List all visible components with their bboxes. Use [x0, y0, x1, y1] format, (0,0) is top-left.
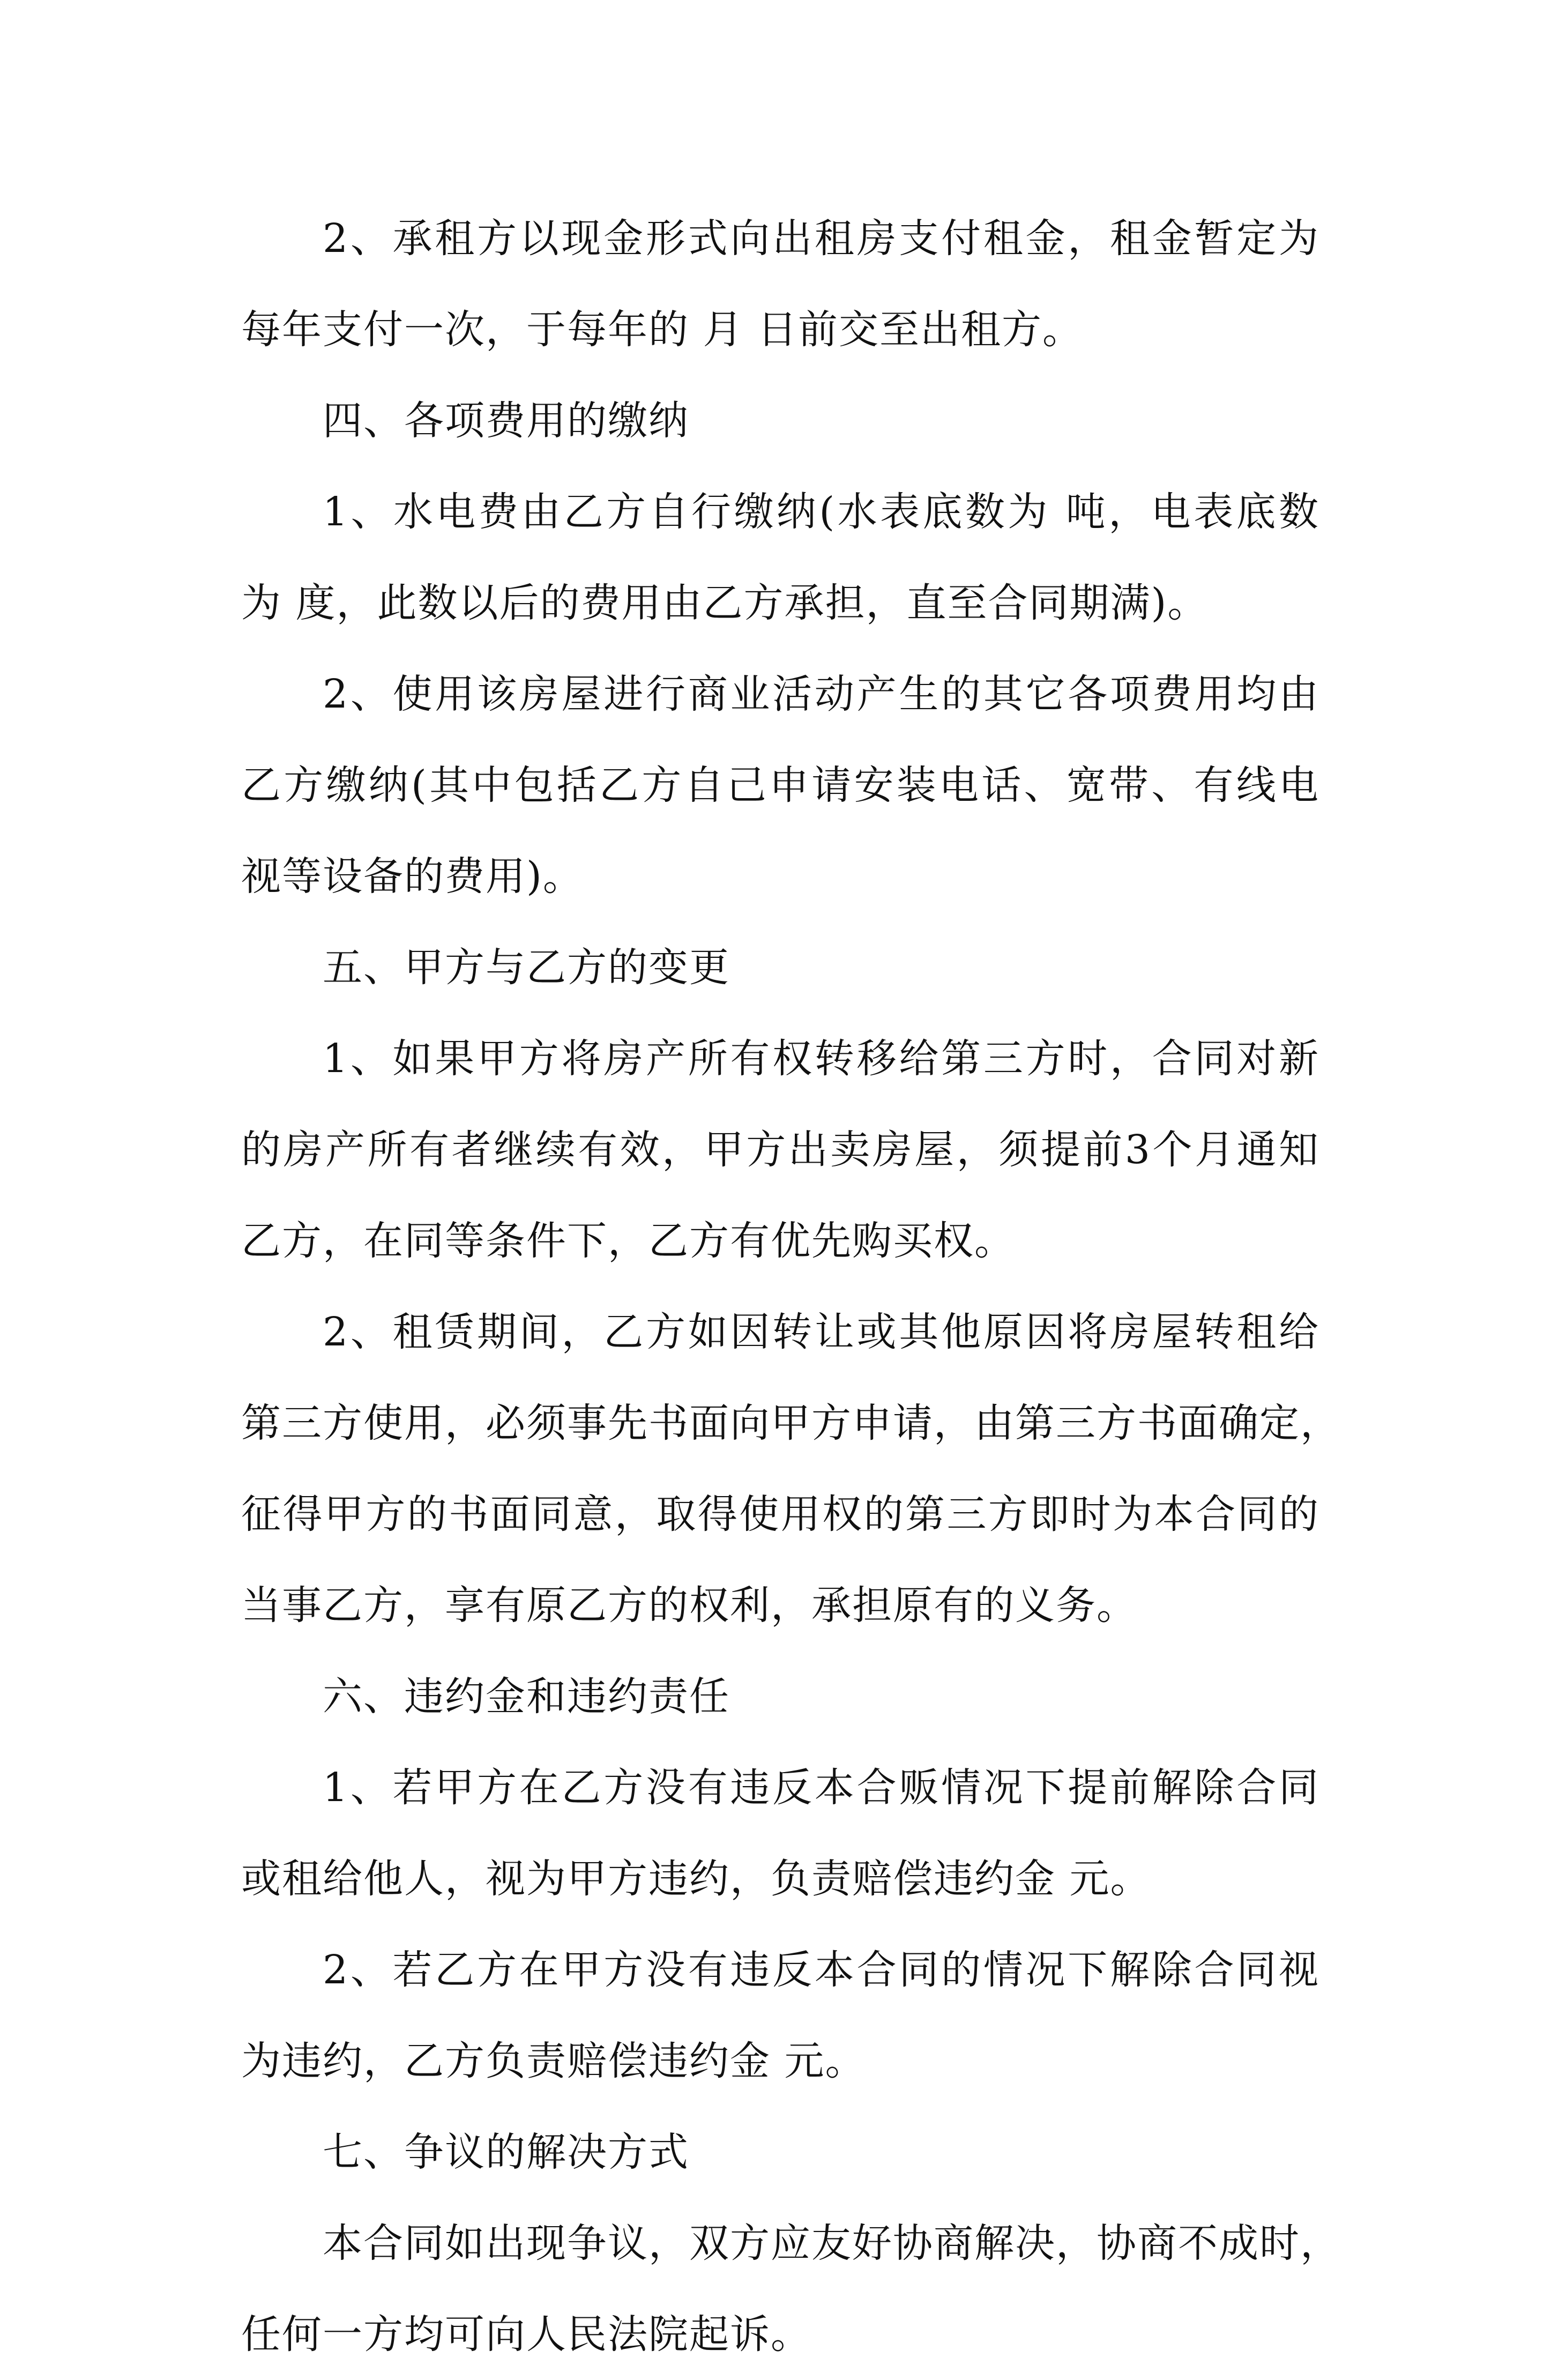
text-line: 1、水电费由乙方自行缴纳(水表底数为 吨，电表底数: [323, 489, 1319, 535]
text-line: 或租给他人，视为甲方违约，负责赔偿违约金 元。: [241, 1856, 1151, 1902]
text-line: 征得甲方的书面同意，取得使用权的第三方即时为本合同的: [241, 1491, 1319, 1537]
text-line: 2、租赁期间，乙方如因转让或其他原因将房屋转租给: [323, 1309, 1319, 1355]
text-line: 1、若甲方在乙方没有违反本合贩情况下提前解除合同: [323, 1765, 1319, 1811]
section-heading-disputes: [241, 2107, 1319, 2198]
text-line: 为违约，乙方负责赔偿违约金 元。: [241, 2038, 866, 2084]
text-line: 乙方缴纳(其中包括乙方自己申请安装电话、宽带、有线电: [241, 762, 1319, 808]
text-line: 任何一方均可向人民法院起诉。: [241, 2311, 811, 2357]
text-line: 乙方，在同等条件下，乙方有优先购买权。: [241, 1218, 1015, 1264]
section-heading: 六、违约金和违约责任: [323, 1674, 730, 1720]
paragraph-lessor-breach: [241, 1742, 1319, 1924]
paragraph-other-fees: [241, 649, 1319, 922]
paragraph-ownership-transfer: [241, 1013, 1319, 1286]
text-line: 每年支付一次，于每年的 月 日前交至出租方。: [241, 307, 1084, 353]
paragraph-dispute-resolution: [241, 2198, 1341, 2380]
paragraph-utilities: [241, 466, 1319, 649]
section-heading: 七、争议的解决方式: [323, 2129, 689, 2175]
paragraph-rent-payment: [241, 193, 1319, 375]
text-line: 当事乙方，享有原乙方的权利，承担原有的义务。: [241, 1582, 1137, 1628]
text-line: 2、承租方以现金形式向出租房支付租金，租金暂定为: [323, 215, 1319, 262]
text-line: 的房产所有者继续有效，甲方出卖房屋，须提前3个月通知: [241, 1127, 1319, 1173]
paragraph-lessee-breach: [241, 1924, 1319, 2107]
document-body: [241, 193, 1341, 2380]
text-line: 2、使用该房屋进行商业活动产生的其它各项费用均由: [323, 671, 1319, 717]
section-heading-changes: [241, 922, 1319, 1013]
section-heading-breach: [241, 1651, 1319, 1742]
text-line: 视等设备的费用)。: [241, 853, 584, 899]
text-line: 为 度，此数以后的费用由乙方承担，直至合同期满)。: [241, 580, 1209, 626]
text-line: 1、如果甲方将房产所有权转移给第三方时，合同对新: [323, 1036, 1319, 1082]
section-heading: 五、甲方与乙方的变更: [323, 944, 730, 991]
text-line: 第三方使用，必须事先书面向甲方申请，由第三方书面确定，: [241, 1400, 1341, 1446]
section-heading-fees: [241, 375, 1319, 466]
text-line: 本合同如出现争议，双方应友好协商解决，协商不成时，: [323, 2220, 1341, 2266]
paragraph-sublease: [241, 1286, 1341, 1651]
section-heading: 四、各项费用的缴纳: [323, 398, 689, 444]
text-line: 2、若乙方在甲方没有违反本合同的情况下解除合同视: [323, 1947, 1319, 1993]
